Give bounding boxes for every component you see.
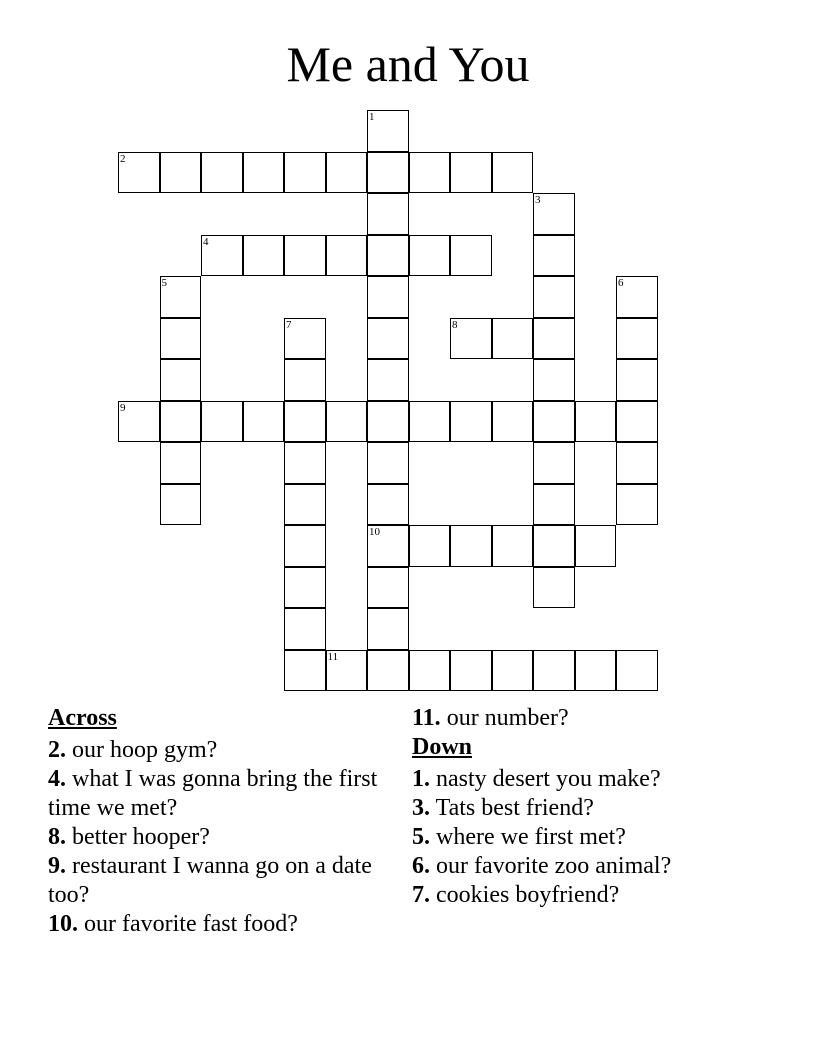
grid-cell[interactable] bbox=[450, 401, 492, 443]
grid-cell[interactable] bbox=[409, 401, 451, 443]
grid-cell[interactable] bbox=[367, 525, 409, 567]
clue-across-4: 4. what I was gonna bring the first time we met? bbox=[48, 766, 378, 821]
grid-cell[interactable] bbox=[409, 235, 451, 277]
grid-cell[interactable] bbox=[284, 152, 326, 194]
grid-cell[interactable] bbox=[533, 650, 575, 692]
clue-across-2: 2. our hoop gym? bbox=[48, 737, 218, 763]
clue-down-7: 7. cookies boyfriend? bbox=[412, 882, 620, 908]
grid-cell[interactable] bbox=[533, 359, 575, 401]
grid-cell[interactable] bbox=[160, 152, 202, 194]
grid-cell[interactable] bbox=[616, 318, 658, 360]
clue-across-9: 9. restaurant I wanna go on a date too? bbox=[48, 853, 372, 908]
grid-cell[interactable] bbox=[492, 401, 534, 443]
grid-cell[interactable] bbox=[616, 442, 658, 484]
clue-down-1: 1. nasty desert you make? bbox=[412, 766, 661, 792]
cell-number: 2 bbox=[120, 152, 126, 165]
grid-cell[interactable] bbox=[450, 318, 492, 360]
grid-cell[interactable] bbox=[616, 650, 658, 692]
grid-cell[interactable] bbox=[575, 525, 617, 567]
grid-cell[interactable] bbox=[409, 525, 451, 567]
page-title: Me and You bbox=[286, 36, 530, 92]
grid-cell[interactable] bbox=[326, 235, 368, 277]
grid-cell[interactable] bbox=[284, 442, 326, 484]
down-clue-list bbox=[412, 765, 782, 910]
grid-cell[interactable] bbox=[492, 650, 534, 692]
grid-cell[interactable] bbox=[575, 401, 617, 443]
cell-number: 9 bbox=[120, 401, 126, 414]
cell-number: 3 bbox=[535, 194, 541, 206]
grid-cell[interactable] bbox=[201, 235, 243, 277]
grid-cell[interactable] bbox=[201, 152, 243, 194]
cell-number: 1 bbox=[369, 111, 375, 123]
grid-cell[interactable] bbox=[367, 276, 409, 318]
grid-cell[interactable] bbox=[533, 525, 575, 567]
grid-cell[interactable] bbox=[367, 442, 409, 484]
grid-cell[interactable] bbox=[284, 318, 326, 360]
grid-cell[interactable] bbox=[367, 650, 409, 692]
across-clue-list bbox=[48, 736, 378, 939]
grid-cell[interactable] bbox=[284, 359, 326, 401]
grid-cell[interactable] bbox=[367, 152, 409, 194]
grid-cell[interactable] bbox=[118, 401, 160, 443]
cell-number: 11 bbox=[327, 650, 339, 663]
cell-number: 10 bbox=[369, 526, 380, 538]
grid-cell[interactable] bbox=[450, 152, 492, 194]
grid-cell[interactable] bbox=[450, 235, 492, 277]
grid-cell[interactable] bbox=[160, 442, 202, 484]
grid-cell[interactable] bbox=[533, 276, 575, 318]
grid-cell[interactable] bbox=[616, 359, 658, 401]
grid-cell[interactable] bbox=[367, 608, 409, 650]
cell-number: 4 bbox=[203, 235, 209, 248]
grid-cell[interactable] bbox=[367, 318, 409, 360]
across-heading: Across bbox=[48, 705, 117, 731]
grid-cell[interactable] bbox=[616, 401, 658, 443]
grid-cell[interactable] bbox=[326, 401, 368, 443]
grid-cell[interactable] bbox=[450, 650, 492, 692]
grid-cell[interactable] bbox=[616, 276, 658, 318]
grid-cell[interactable] bbox=[616, 484, 658, 526]
clue-down-6: 6. our favorite zoo animal? bbox=[412, 853, 672, 879]
grid-cell[interactable] bbox=[160, 359, 202, 401]
grid-cell[interactable] bbox=[367, 401, 409, 443]
cell-number: 8 bbox=[452, 318, 458, 331]
clue-down-3: 3. Tats best friend? bbox=[412, 795, 594, 821]
grid-cell[interactable] bbox=[367, 235, 409, 277]
grid-cell[interactable] bbox=[284, 525, 326, 567]
clue-down-5: 5. where we first met? bbox=[412, 824, 626, 850]
grid-cell[interactable] bbox=[160, 401, 202, 443]
grid-cell[interactable] bbox=[533, 401, 575, 443]
clue-across-10: 10. our favorite fast food? bbox=[48, 911, 298, 937]
cell-number: 5 bbox=[161, 277, 167, 289]
grid-cell[interactable] bbox=[367, 359, 409, 401]
grid-cell[interactable] bbox=[492, 152, 534, 194]
grid-cell[interactable] bbox=[533, 318, 575, 360]
grid-cell[interactable] bbox=[284, 484, 326, 526]
grid-cell[interactable] bbox=[284, 608, 326, 650]
grid-cell[interactable] bbox=[284, 235, 326, 277]
clues-right-column bbox=[412, 704, 782, 910]
grid-cell[interactable] bbox=[450, 525, 492, 567]
grid-cell[interactable] bbox=[160, 276, 202, 318]
grid-cell[interactable] bbox=[118, 152, 160, 194]
grid-cell[interactable] bbox=[409, 152, 451, 194]
grid-cell[interactable] bbox=[533, 484, 575, 526]
grid-cell[interactable] bbox=[284, 567, 326, 609]
grid-cell[interactable] bbox=[243, 401, 285, 443]
grid-cell[interactable] bbox=[533, 193, 575, 235]
grid-cell[interactable] bbox=[243, 152, 285, 194]
grid-cell[interactable] bbox=[326, 152, 368, 194]
grid-cell[interactable] bbox=[160, 484, 202, 526]
cell-number: 7 bbox=[286, 318, 292, 331]
grid-cell[interactable] bbox=[533, 235, 575, 277]
grid-cell[interactable] bbox=[367, 193, 409, 235]
grid-cell[interactable] bbox=[284, 401, 326, 443]
grid-cell[interactable] bbox=[367, 567, 409, 609]
grid-cell[interactable] bbox=[575, 650, 617, 692]
grid-cell[interactable] bbox=[533, 567, 575, 609]
grid-cell[interactable] bbox=[367, 110, 409, 152]
grid-cell[interactable] bbox=[492, 318, 534, 360]
cell-number: 6 bbox=[618, 277, 624, 289]
grid-cell[interactable] bbox=[326, 650, 368, 692]
grid-cell[interactable] bbox=[284, 650, 326, 692]
down-heading: Down bbox=[412, 734, 473, 760]
clue-across-8: 8. better hooper? bbox=[48, 824, 210, 850]
clue-across-11: 11. our number? bbox=[412, 705, 569, 731]
grid-cell[interactable] bbox=[243, 235, 285, 277]
grid-cell[interactable] bbox=[367, 484, 409, 526]
grid-cell[interactable] bbox=[409, 650, 451, 692]
grid-cell[interactable] bbox=[492, 525, 534, 567]
grid-cell[interactable] bbox=[160, 318, 202, 360]
grid-cell[interactable] bbox=[533, 442, 575, 484]
clues-left-column bbox=[48, 704, 378, 939]
grid-cell[interactable] bbox=[201, 401, 243, 443]
